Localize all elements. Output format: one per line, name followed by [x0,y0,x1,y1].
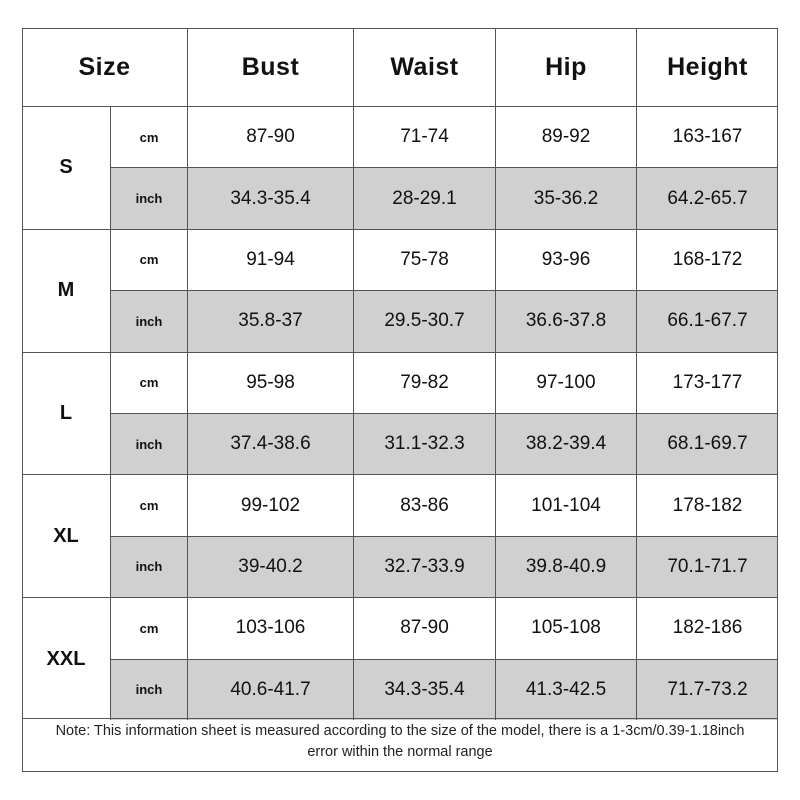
unit-label-inch: inch [110,413,187,474]
table-cell: 39-40.2 [187,536,353,597]
table-cell: 83-86 [353,474,495,535]
table-cell: 41.3-42.5 [495,659,636,720]
unit-label-cm: cm [110,229,187,290]
table-cell: 91-94 [187,229,353,290]
table-cell: 97-100 [495,352,636,413]
table-cell: 105-108 [495,597,636,658]
table-cell: 34.3-35.4 [187,167,353,228]
measurement-note: Note: This information sheet is measured according to the size of the model, there is a 1-3cm/0.39-1.18inch error within the normal range [23,718,777,771]
table-cell: 71-74 [353,106,495,167]
table-cell: 101-104 [495,474,636,535]
table-cell: 75-78 [353,229,495,290]
size-label: M [22,229,110,352]
table-cell: 28-29.1 [353,167,495,228]
unit-label-inch: inch [110,167,187,228]
size-label: L [22,352,110,475]
table-cell: 35.8-37 [187,290,353,351]
table-cell: 31.1-32.3 [353,413,495,474]
table-cell: 93-96 [495,229,636,290]
unit-label-inch: inch [110,536,187,597]
table-cell: 64.2-65.7 [636,167,778,228]
size-label: S [22,106,110,229]
table-cell: 36.6-37.8 [495,290,636,351]
table-cell: 38.2-39.4 [495,413,636,474]
table-cell: 173-177 [636,352,778,413]
header-size: Size [78,52,131,81]
table-cell: 71.7-73.2 [636,659,778,720]
table-cell: 103-106 [187,597,353,658]
table-cell: 168-172 [636,229,778,290]
table-cell: 89-92 [495,106,636,167]
unit-label-cm: cm [110,106,187,167]
size-label: XXL [22,597,110,720]
table-cell: 70.1-71.7 [636,536,778,597]
header-height: Height [636,28,778,106]
table-cell: 182-186 [636,597,778,658]
header-bust: Bust [187,28,353,106]
table-cell: 40.6-41.7 [187,659,353,720]
table-cell: 79-82 [353,352,495,413]
unit-label-inch: inch [110,659,187,720]
table-cell: 178-182 [636,474,778,535]
unit-label-cm: cm [110,352,187,413]
size-label: XL [22,474,110,597]
table-cell: 32.7-33.9 [353,536,495,597]
table-cell: 37.4-38.6 [187,413,353,474]
unit-label-cm: cm [110,597,187,658]
table-cell: 95-98 [187,352,353,413]
unit-label-inch: inch [110,290,187,351]
header-hip: Hip [495,28,636,106]
table-cell: 35-36.2 [495,167,636,228]
table-cell: 163-167 [636,106,778,167]
table-cell: 34.3-35.4 [353,659,495,720]
table-cell: 87-90 [187,106,353,167]
header-waist: Waist [353,28,495,106]
table-cell: 39.8-40.9 [495,536,636,597]
unit-label-cm: cm [110,474,187,535]
table-cell: 66.1-67.7 [636,290,778,351]
table-cell: 99-102 [187,474,353,535]
table-cell: 29.5-30.7 [353,290,495,351]
table-cell: 68.1-69.7 [636,413,778,474]
table-cell: 87-90 [353,597,495,658]
